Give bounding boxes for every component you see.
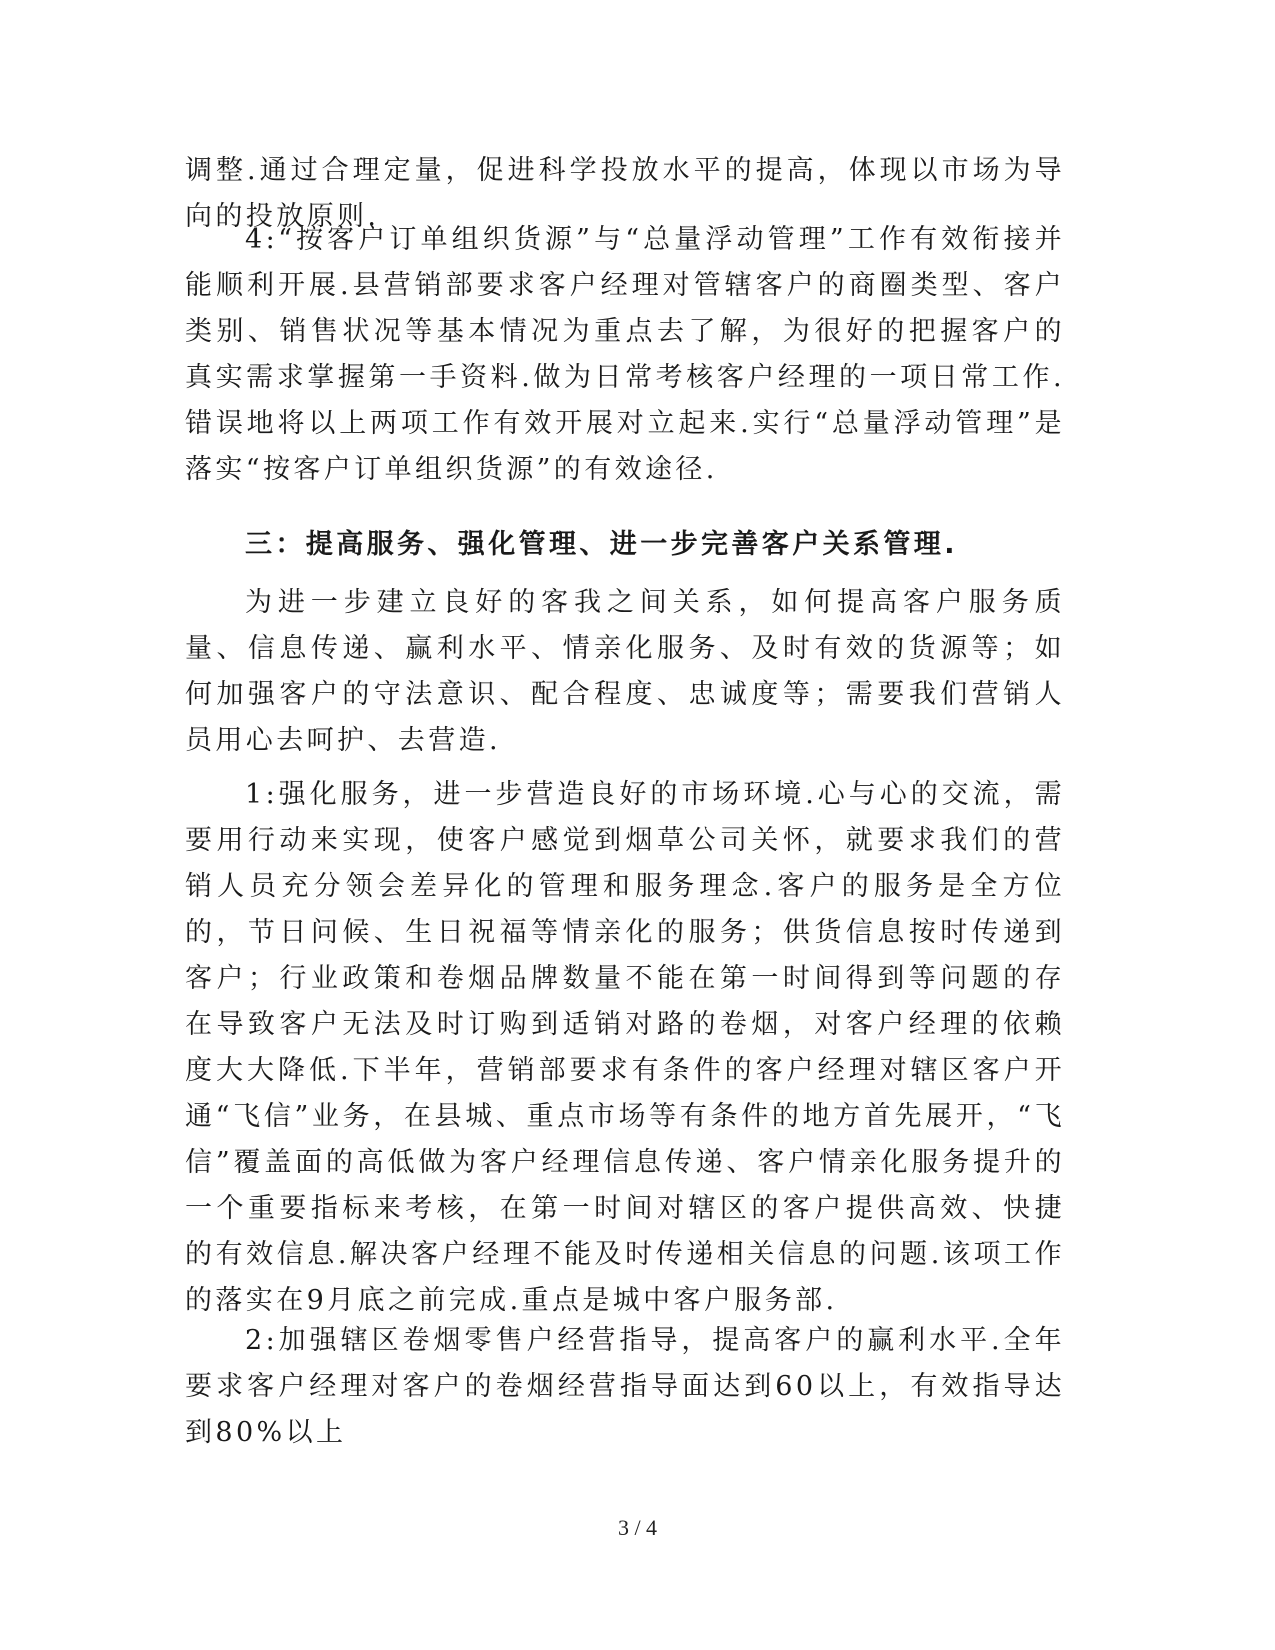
paragraph-text: 4:“按客户订单组织货源”与“总量浮动管理”工作有效衔接并能顺利开展.县营销部要求客户经理对管辖客户的商圈类型、客户类别、销售状况等基本情况为重点去了解，为很好的把握客户的真实需求掌握第一手资料.做为日常考核客户经理的一项日常工作.错误地将以上两项工作有效开展对立起来.实行“总量浮动管理”是落实“按客户订单组织货源”的有效途径. (185, 224, 1065, 485)
paragraph-text: 为进一步建立良好的客我之间关系，如何提高客户服务质量、信息传递、赢利水平、情亲化服务、及时有效的货源等；如何加强客户的守法意识、配合程度、忠诚度等；需要我们营销人员用心去呵护、去营造. (185, 587, 1065, 756)
paragraph-item-1 (185, 772, 1065, 1324)
paragraph-item-2 (185, 1318, 1065, 1456)
section-heading-text: 三：提高服务、强化管理、进一步完善客户关系管理. (245, 529, 958, 560)
paragraph-text: 2:加强辖区卷烟零售户经营指导，提高客户的赢利水平.全年要求客户经理对客户的卷烟经营指导面达到60以上，有效指导达到80%以上 (185, 1325, 1065, 1448)
paragraph-intro (185, 580, 1065, 764)
paragraph-text: 调整.通过合理定量，促进科学投放水平的提高，体现以市场为导向的投放原则. (185, 155, 1065, 232)
paragraph-text: 1:强化服务，进一步营造良好的市场环境.心与心的交流，需要用行动来实现，使客户感觉到烟草公司关怀，就要求我们的营销人员充分领会差异化的管理和服务理念.客户的服务是全方位的，节日问候、生日祝福等情亲化的服务；供货信息按时传递到客户；行业政策和卷烟品牌数量不能在第一时间得到等问题的存在导致客户无法及时订购到适销对路的卷烟，对客户经理的依赖度大大降低.下半年，营销部要求有条件的客户经理对辖区客户开通“飞信”业务，在县城、重点市场等有条件的地方首先展开，“飞信”覆盖面的高低做为客户经理信息传递、客户情亲化服务提升的一个重要指标来考核，在第一时间对辖区的客户提供高效、快捷的有效信息.解决客户经理不能及时传递相关信息的问题.该项工作的落实在9月底之前完成.重点是城中客户服务部. (185, 779, 1065, 1316)
page-number: 3 / 4 (617, 1515, 658, 1540)
section-heading-3 (185, 522, 1065, 568)
paragraph-item-4 (185, 217, 1065, 493)
